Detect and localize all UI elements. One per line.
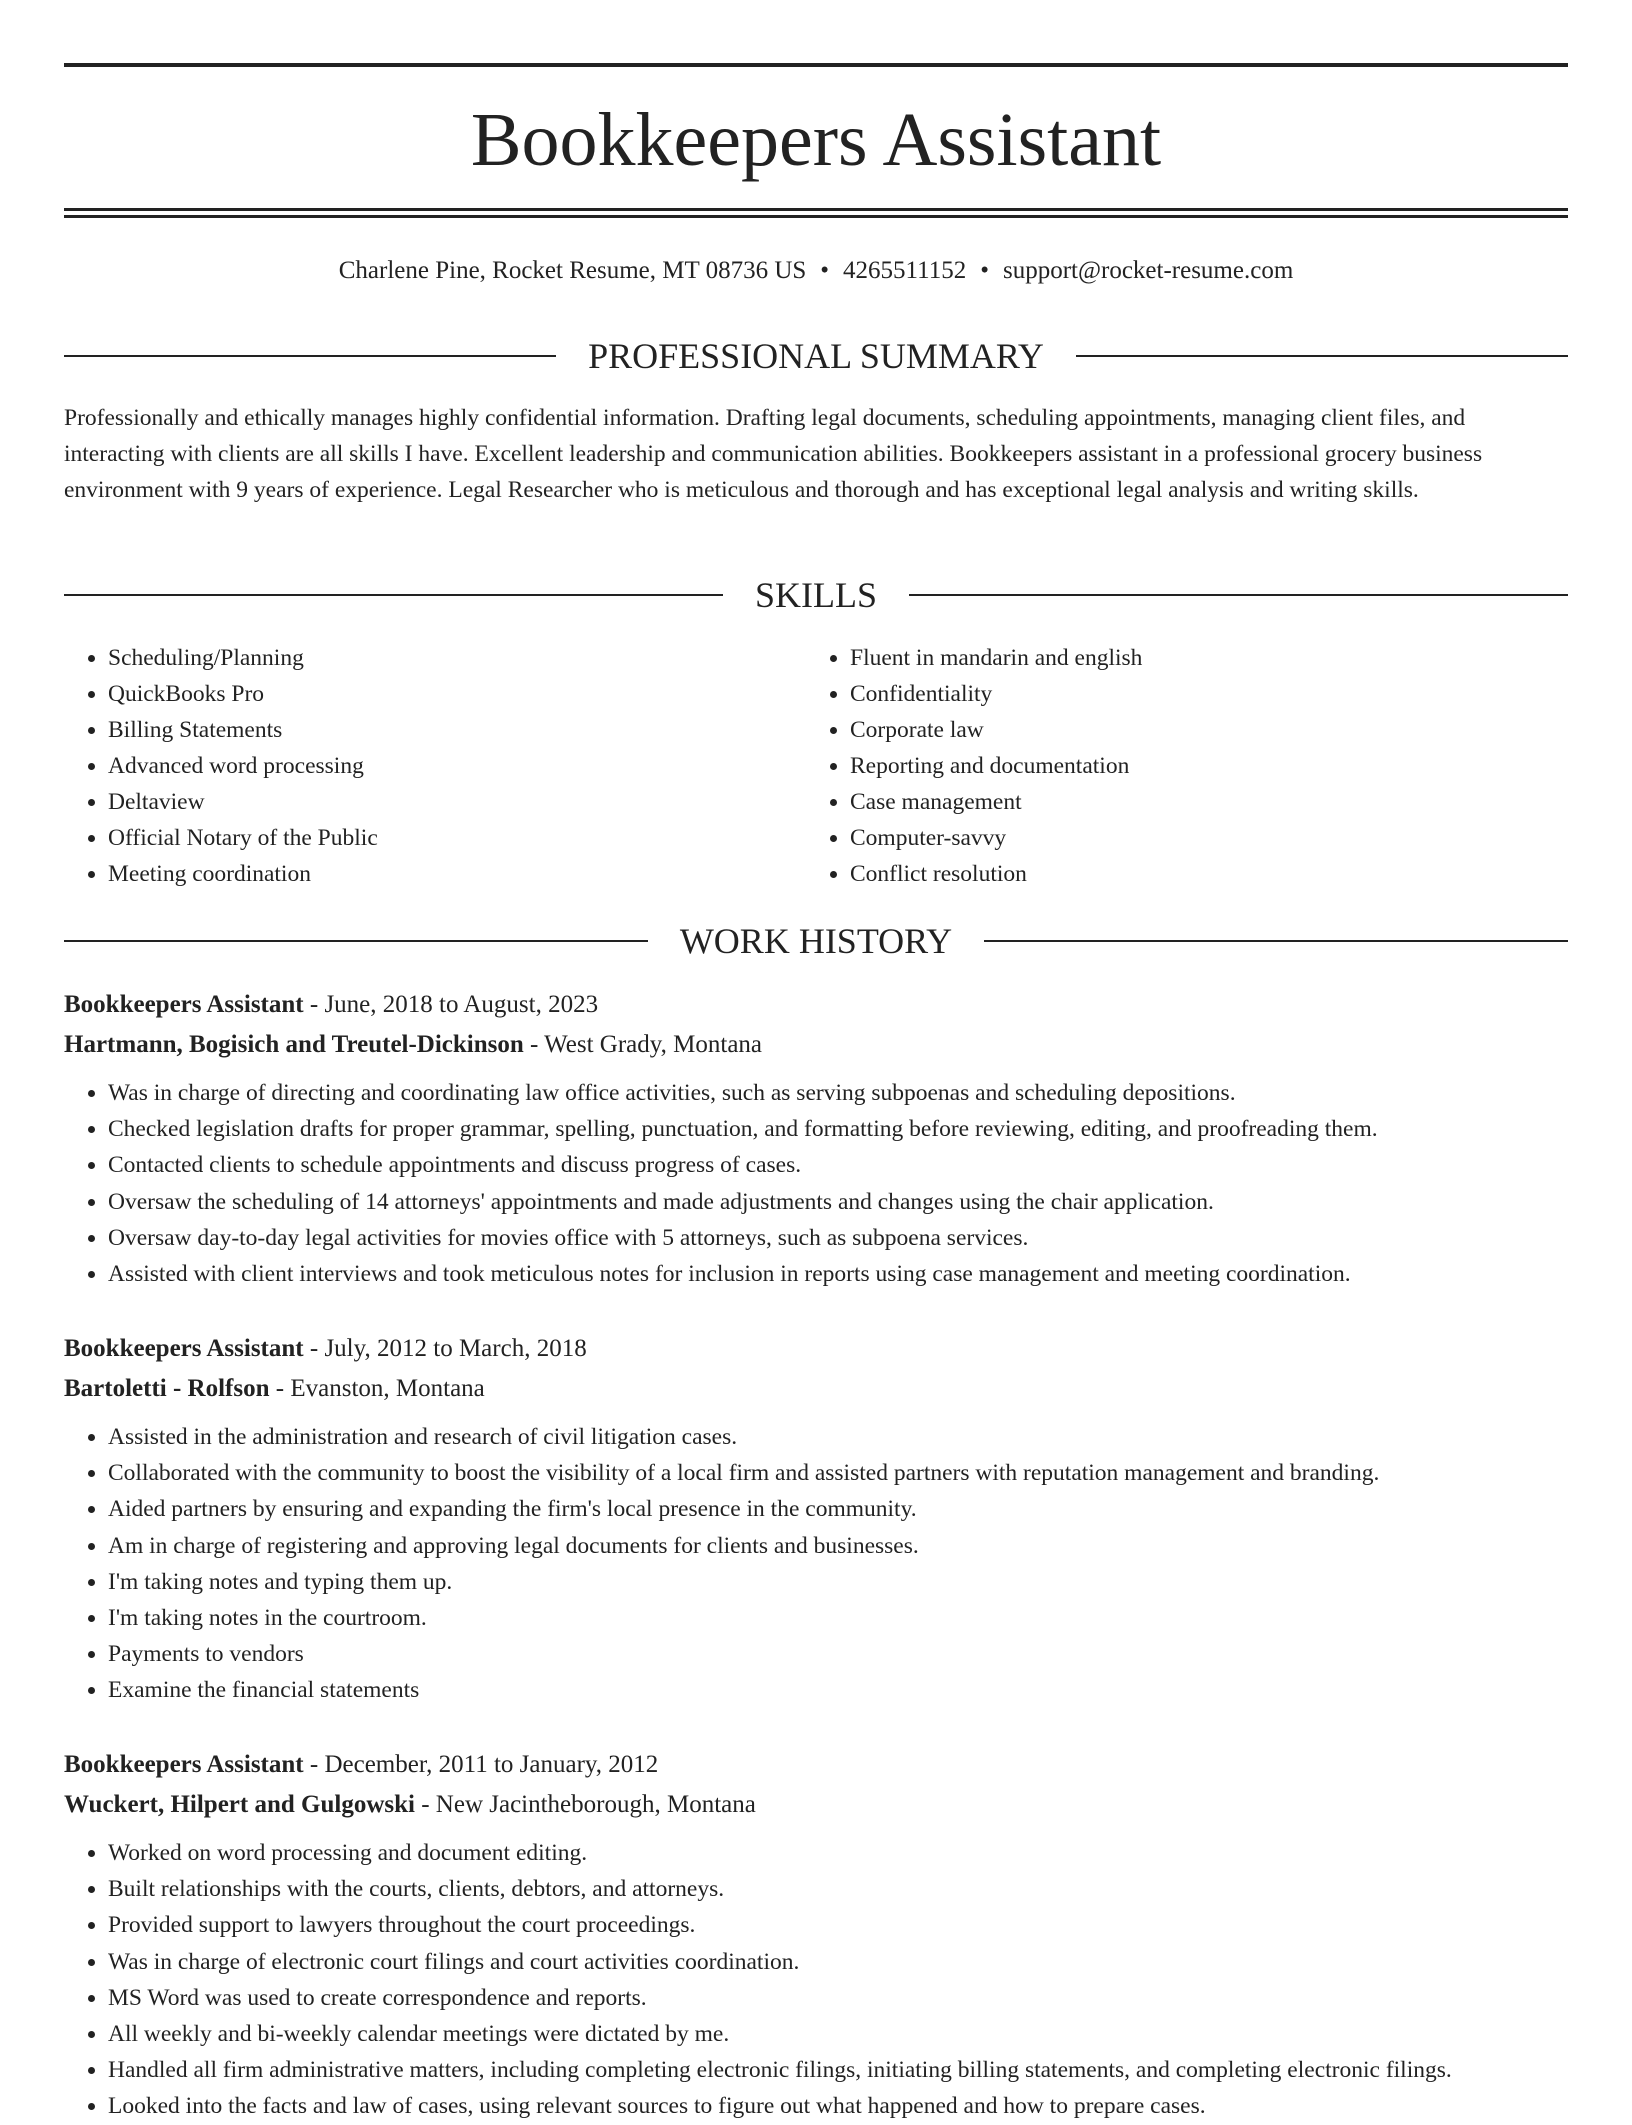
skill-item: • Conflict resolution: [850, 856, 1566, 892]
job-bullet: • Checked legislation drafts for proper grammar, spelling, punctuation, and formatting before reviewing, editing, and proofreading them.: [108, 1111, 1568, 1147]
skill-item: • Computer-savvy: [850, 820, 1566, 856]
job-entry: [64, 1329, 1568, 1709]
skill-item: • Scheduling/Planning: [108, 640, 764, 676]
job-company-line: [64, 1025, 1568, 1065]
skill-item: • Official Notary of the Public: [108, 820, 764, 856]
job-bullet: • Payments to vendors: [108, 1636, 1568, 1672]
job-bullet: • I'm taking notes in the courtroom.: [108, 1600, 1568, 1636]
resume-title: Bookkeepers Assistant: [470, 98, 1162, 182]
job-bullet: • Handled all firm administrative matters, including completing electronic filings, initiating billing statements, and completing electronic filings.: [108, 2052, 1568, 2088]
job-company: Wuckert, Hilpert and Gulgowski: [64, 1791, 415, 1818]
job-company-line: [64, 1369, 1568, 1409]
heading-rule-right: [1076, 355, 1568, 357]
work-heading-label: WORK HISTORY: [679, 921, 953, 961]
skill-item: • Deltaview: [108, 784, 764, 820]
heading-rule-right: [909, 594, 1568, 596]
job-bullet: • Was in charge of directing and coordinating law office activities, such as serving subpoenas and scheduling depositions.: [108, 1075, 1568, 1111]
job-dates: - December, 2011 to January, 2012: [303, 1751, 659, 1778]
double-rule: [64, 208, 1568, 218]
skills-heading: [64, 573, 1568, 617]
job-title-line: [64, 1745, 1568, 1785]
skill-item: • Case management: [850, 784, 1566, 820]
job-title: Bookkeepers Assistant: [64, 1335, 304, 1362]
job-company: Bartoletti - Rolfson: [64, 1375, 270, 1402]
top-rule: [64, 63, 1568, 67]
job-bullet: • Contacted clients to schedule appointments and discuss progress of cases.: [108, 1147, 1568, 1183]
job-bullet: • Am in charge of registering and approving legal documents for clients and businesses.: [108, 1528, 1568, 1564]
job-bullet: • Looked into the facts and law of cases, using relevant sources to figure out what happened and how to prepare cases.: [108, 2088, 1568, 2124]
contact-separator: •: [820, 257, 830, 284]
skill-item: • Fluent in mandarin and english: [850, 640, 1566, 676]
job-bullet: • Provided support to lawyers throughout the court proceedings.: [108, 1907, 1568, 1943]
skill-item: • Confidentiality: [850, 676, 1566, 712]
work-heading: [64, 919, 1568, 963]
job-entry: [64, 985, 1568, 1292]
job-title: Bookkeepers Assistant: [64, 1751, 304, 1778]
job-title-line: [64, 1329, 1568, 1369]
contact-email: support@rocket-resume.com: [1002, 257, 1294, 284]
heading-rule-left: [64, 940, 648, 942]
job-bullet: • Built relationships with the courts, clients, debtors, and attorneys.: [108, 1871, 1568, 1907]
job-bullet: • All weekly and bi-weekly calendar meetings were dictated by me.: [108, 2016, 1568, 2052]
job-bullet: • Oversaw day-to-day legal activities for movies office with 5 attorneys, such as subpoena services.: [108, 1220, 1568, 1256]
job-bullet: • Examine the financial statements: [108, 1672, 1568, 1708]
skill-item: • Reporting and documentation: [850, 748, 1566, 784]
skill-item: • Corporate law: [850, 712, 1566, 748]
job-bullet: • Assisted with client interviews and took meticulous notes for inclusion in reports using case management and meeting coordination.: [108, 1256, 1568, 1292]
heading-rule-left: [64, 355, 556, 357]
contact-line: [64, 254, 1568, 288]
contact-separator: •: [980, 257, 989, 284]
job-bullet: • I'm taking notes and typing them up.: [108, 1564, 1568, 1600]
job-dates: - July, 2012 to March, 2018: [303, 1335, 587, 1362]
job-title: Bookkeepers Assistant: [64, 991, 304, 1018]
skills-heading-label: SKILLS: [755, 575, 878, 615]
heading-rule-left: [64, 594, 723, 596]
job-location: - West Grady, Montana: [523, 1031, 763, 1058]
job-dates: - June, 2018 to August, 2023: [303, 991, 599, 1018]
job-bullet: • Assisted in the administration and research of civil litigation cases.: [108, 1419, 1568, 1455]
summary-text: Professionally and ethically manages highly confidential information. Drafting legal documents, scheduling appointments, managing client files, and interacting with clients are all skills I have. Excellent leadership and communication abilities. Bookkeepers assistant in a professional grocery business environment with 9 years of experience. Legal Researcher who is meticulous and thorough and has exceptional legal analysis and writing skills.: [64, 405, 1483, 503]
job-bullet: • Oversaw the scheduling of 14 attorneys' appointments and made adjustments and changes using the chair application.: [108, 1184, 1568, 1220]
skills-column-left: [64, 640, 764, 892]
job-bullet: • Was in charge of electronic court filings and court activities coordination.: [108, 1944, 1568, 1980]
job-location: - New Jacintheborough, Montana: [414, 1791, 756, 1818]
skill-item: • Advanced word processing: [108, 748, 764, 784]
skills-column-right: [806, 640, 1566, 892]
job-title-line: [64, 985, 1568, 1025]
job-company-line: [64, 1785, 1568, 1825]
job-bullet: • Aided partners by ensuring and expanding the firm's local presence in the community.: [108, 1491, 1568, 1527]
job-location: - Evanston, Montana: [269, 1375, 485, 1402]
contact-address: Charlene Pine, Rocket Resume, MT 08736 US: [338, 257, 807, 284]
contact-phone: 4265511152: [843, 257, 967, 284]
job-bullet: • Collaborated with the community to boost the visibility of a local firm and assisted partners with reputation management and branding.: [108, 1455, 1568, 1491]
heading-rule-right: [984, 940, 1568, 942]
job-bullet: • Worked on word processing and document editing.: [108, 1835, 1568, 1871]
summary-heading-label: PROFESSIONAL SUMMARY: [588, 336, 1044, 376]
skill-item: • QuickBooks Pro: [108, 676, 764, 712]
job-bullet: • MS Word was used to create correspondence and reports.: [108, 1980, 1568, 2016]
summary-heading: [64, 334, 1568, 378]
skill-item: • Billing Statements: [108, 712, 764, 748]
skill-item: • Meeting coordination: [108, 856, 764, 892]
job-entry: [64, 1745, 1568, 2125]
job-company: Hartmann, Bogisich and Treutel-Dickinson: [64, 1031, 524, 1058]
